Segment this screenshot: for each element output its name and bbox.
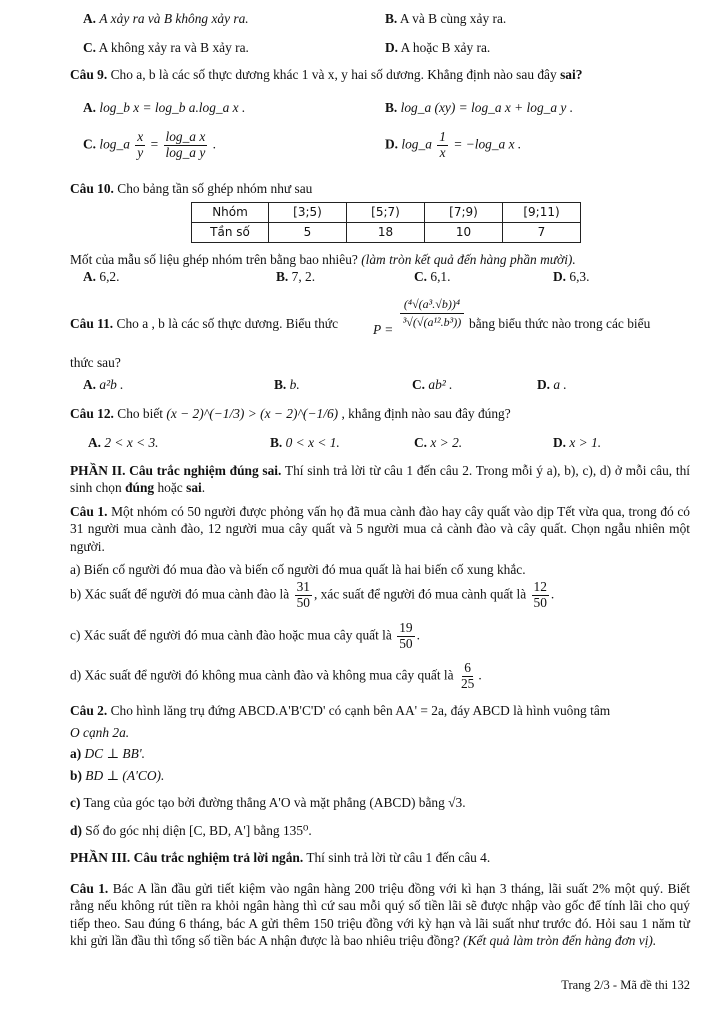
q11-option-c: C. ab² . <box>412 377 453 392</box>
q10-option-a: A. 6,2. <box>83 269 120 284</box>
p2q1-statement-b: b) Xác suất để người đó mua cành đào là $\frac{31}{50}$ , xác suất để người đó mua cành quất là $\frac{12}{50}$ . <box>70 579 555 610</box>
table-cell: [9;11) <box>503 203 581 223</box>
table-cell: [5;7) <box>347 203 425 223</box>
p2q2-stem-continued: O cạnh 2a. <box>70 725 130 740</box>
table-cell: [7;9) <box>425 203 503 223</box>
fraction: $\frac{19}{50}$ <box>399 620 413 651</box>
p2q1-statement-d: d) Xác suất để người đó không mua cành đào và không mua cây quất là $\frac{6}{25}$ . <box>70 660 482 691</box>
table-cell: [3;5) <box>269 203 347 223</box>
frequency-table <box>191 202 581 243</box>
q9-stem: Câu 9. Cho a, b là các số thực dương khác 1 và x, y hai số dương. Khẳng định nào sau đây sai? <box>70 67 583 82</box>
p2q2-statement-b: b) BD ⊥ (A'CO). <box>70 768 165 783</box>
q11-stem-continued: bằng biểu thức nào trong các biểu <box>469 316 651 331</box>
q11-option-b: B. b. <box>274 377 300 392</box>
q10-option-d: D. 6,3. <box>553 269 590 284</box>
fraction: $\frac{31}{50}$ <box>296 579 310 610</box>
p2q1-statement-c: c) Xác suất để người đó mua cành đào hoặc mua cây quất là $\frac{19}{50}$ . <box>70 620 420 651</box>
q9-option-d: D. log_a $\frac{1}{x}$ = −log_a x . <box>385 129 522 160</box>
q10-stem: Câu 10. Cho bảng tần số ghép nhóm như sau <box>70 181 313 196</box>
q12-option-a: A. 2 < x < 3. <box>88 435 159 450</box>
table-row <box>192 203 581 223</box>
part2-heading: PHẦN II. Câu trắc nghiệm đúng sai. Thí sinh trả lời từ câu 1 đến câu 2. Trong mỗi ý a), b), c), d) ở mỗi câu, thí sinh chọn đúng hoặc sai. <box>70 463 691 496</box>
q11-stem: Câu 11. Cho a , b là các số thực dương. Biểu thức <box>70 316 339 331</box>
q11-option-a: A. a²b . <box>83 377 124 392</box>
q10-question: Mốt của mẫu số liệu ghép nhóm trên bằng bao nhiêu? (làm tròn kết quả đến hàng phần mười). <box>70 252 576 267</box>
p2q2-stem: Câu 2. Cho hình lăng trụ đứng ABCD.A'B'C'D' có cạnh bên AA' = 2a, đáy ABCD là hình vuông tâm <box>70 703 611 718</box>
p2q2-statement-a: a) DC ⊥ BB'. <box>70 746 145 761</box>
table-header-cell: Nhóm <box>192 203 269 223</box>
q9-option-b: B. log_a (xy) = log_a x + log_a y . <box>385 100 574 115</box>
fraction: $\frac{\text{log\_a x}}{\text{log\_a y}}$ <box>165 129 206 160</box>
p2q1-statement-a: a) Biến cố người đó mua đào và biến cố người đó mua quất là hai biến cố xung khắc. <box>70 562 526 577</box>
table-cell: 5 <box>269 223 347 243</box>
fraction: $\frac{12}{50}$ <box>533 579 547 610</box>
q11-option-d: D. a . <box>537 377 567 392</box>
q8-option-b: B. A và B cùng xảy ra. <box>385 11 507 26</box>
p3q1-stem: Câu 1. Bác A lần đầu gửi tiết kiệm vào ngân hàng 200 triệu đồng với kì hạn 3 tháng, lãi suất 2% một quý. Biết rằng nếu không rút tiền ra khỏi ngân hàng thì cứ sau mỗi quý số tiền lãi sẽ được nhập vào gốc để tính lãi cho quý tiếp theo. Sau đúng 6 tháng, bác A gửi thêm 150 triệu đồng với kỳ hạn và lãi suất như trước đó. Hỏi sau 1 năm từ khi gửi lần đầu thì tổng số tiền bác A nhận được là bao nhiêu triệu đồng? (Kết quả làm tròn đến hàng đơn vị). <box>70 881 690 949</box>
table-header-cell: Tần số <box>192 223 269 243</box>
fraction: $\frac{x}{y}$ <box>137 129 144 160</box>
part3-heading: PHẦN III. Câu trắc nghiệm trả lời ngắn. Thí sinh trả lời từ câu 1 đến câu 4. <box>70 850 491 865</box>
q8-option-d: D. A hoặc B xảy ra. <box>385 40 491 55</box>
table-row <box>192 223 581 243</box>
q10-option-c: C. 6,1. <box>414 269 451 284</box>
fraction: $\frac{\text{(⁴√(a³.√b))⁴}}{\text{³√(√(a¹².b³))}}$ <box>399 296 466 331</box>
q12-option-c: C. x > 2. <box>414 435 463 450</box>
q12-stem: Câu 12. Cho biết (x − 2)^(−1/3) > (x − 2)^(−1/6) , khẳng định nào sau đây đúng? <box>70 406 511 421</box>
p2q2-statement-c: c) Tang của góc tạo bởi đường thẳng A'O và mặt phẳng (ABCD) bằng √3. <box>70 795 466 810</box>
q9-option-a: A. log_b x = log_b a.log_a x . <box>83 100 246 115</box>
q12-option-b: B. 0 < x < 1. <box>270 435 340 450</box>
table-cell: 10 <box>425 223 503 243</box>
q8-option-c: C. A không xảy ra và B xảy ra. <box>83 40 249 55</box>
q10-option-b: B. 7, 2. <box>276 269 316 284</box>
q11-expression: P = $\frac{\text{(⁴√(a³.√b))⁴}}{\text{³√(√(a¹².b³))}}$ <box>373 296 467 331</box>
q9-option-c: C. log_a $\frac{x}{y}$ = $\frac{\text{log\_a x}}{\text{log\_a y}}$ . <box>83 129 217 160</box>
page-footer: Trang 2/3 - Mã đề thi 132 <box>561 978 690 992</box>
p2q1-stem: Câu 1. Một nhóm có 50 người được phỏng vấn họ đã mua cành đào hay cây quất vào dịp Tết vừa qua, trong đó có 31 người mua cành đào, 12 người mua cây quất và 5 người mua cả cành đào và cây quất. Chọn ngẫu nhiên một người. <box>70 504 690 554</box>
fraction: $\frac{6}{25}$ <box>460 660 475 691</box>
p2q2-statement-d: d) Số đo góc nhị diện [C, BD, A'] bằng 135⁰. <box>70 823 312 838</box>
table-cell: 18 <box>347 223 425 243</box>
table-cell: 7 <box>503 223 581 243</box>
q12-option-d: D. x > 1. <box>553 435 602 450</box>
fraction: $\frac{1}{x}$ <box>439 129 446 160</box>
q11-stem-end: thức sau? <box>70 355 121 370</box>
q8-option-a: A. A xảy ra và B không xảy ra. <box>83 11 249 26</box>
